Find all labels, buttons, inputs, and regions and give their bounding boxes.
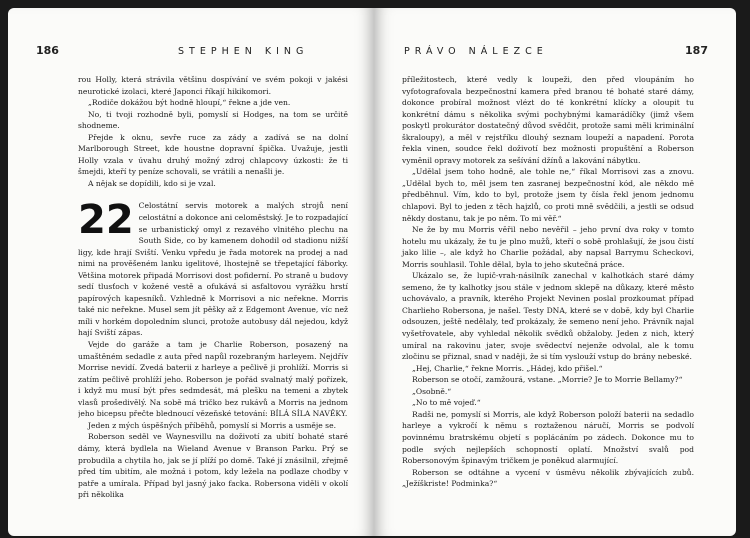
paragraph: No, ti tvoji rozhodně byli, pomyslí si Hodges, na tom se určitě shodneme. — [78, 109, 348, 131]
page-number-left: 186 — [36, 44, 59, 57]
paragraph: Roberson se odtáhne a vycení v úsměvu několik zbývajících zubů. „Ježíškriste! Podminka?“ — [402, 467, 694, 489]
right-page — [374, 8, 736, 536]
running-header-title: PRÁVO NÁLEZCE — [404, 46, 548, 57]
paragraph: „No to mě vojeď.“ — [412, 398, 481, 408]
paragraph: rou Holly, která strávila většinu dospívání ve svém pokoji v jakési neurotické izolaci, které Japonci říkají hikikomori. — [78, 75, 348, 96]
section-gap — [78, 189, 348, 200]
left-page — [8, 8, 374, 536]
chapter-number: 22 — [78, 200, 134, 244]
paragraph: Vejde do garáže a tam je Charlie Roberson, posazený na umaštěném sedadle z auta před napůl rozebraným harleyem. Nejdřív Morrise nevidí. Zvedá baterii z harleye a pečlivě ji prohlíží. Morris si zatím pečlivě prohlíží jeho. Roberson je pořád svalnatý malý pořízek, i když mu musí být přes sedmdesát, má plešku na temeni a zbytek vlasů prošedivělý. Na sobě má tričko bez rukávů a Morris na jednom jeho bicepsu přečte blednoucí vězeňské tetování: BÍLÁ SÍLA NAVĚKY. — [78, 340, 348, 419]
paragraph: „Hej, Charlie,“ řekne Morris. „Hádej, kdo přišel.“ — [412, 363, 603, 373]
paragraph: Roberson seděl ve Waynesvillu na doživotí za ubití bohaté staré dámy, která bydlela na Wieland Avenue v Branson Parku. Prý se probudila a chytila ho, jak se jí plíží po domě. Také jí znásilnil, zřejmě před tím ubitím, ale možná i potom, kdy ležela na podlaze chodby v patře a umírala. Případ byl jasný jako facka. Robersona viděli v okolí při několika — [78, 432, 348, 500]
paragraph: Radši ne, pomyslí si Morris, ale když Roberson položí baterii na sedadlo harleye a vykročí k němu s roztaženou náručí, Morris se podvolí povinnému bratrskému objetí s poplácáním po zádech. Dokonce mu to podle svých nejlepších schopností oplatí. Množství svalů pod Robersonovým špinavým tričkem je poněkud alarmující. — [402, 409, 694, 466]
right-page-text — [402, 74, 694, 490]
paragraph: „Rodiče dokážou být hodně hloupí,“ řekne a jde ven. — [88, 98, 291, 108]
paragraph: příležitostech, které vedly k loupeži, den před vloupáním ho vyfotografovala bezpečnostní kamera před branou té bohaté staré dámy, dokonce probíral možnost vlézt do té konkrétní klícky a oloupit tu konkrétní dámu s několika svými pochybnými kamarádíčky (jimž všem poskytl prokurátor dostatečný důvod svědčit, protože sami měli kriminální škraloupy), a měl v rejstříku dlouhý seznam loupeží a napadení. Porota řekla vinen, soudce řekl doživotí bez možnosti propuštění a Roberson vyměnil opravy motorek za sešívání džínů a lakování nábytku. — [402, 75, 694, 165]
chapter-section — [78, 200, 348, 500]
paragraph: Jeden z mých úspěšných příběhů, pomyslí si Morris a usměje se. — [88, 420, 336, 430]
paragraph: A nějak se dopídili, kdo si je vzal. — [88, 178, 216, 188]
page-number-right: 187 — [685, 44, 708, 57]
paragraph: Celostátní servis motorek a malých strojů není celostátní a dokonce ani celoměstský. Je to rozpadající se urbanistický omyl z rezavého vlnitého plechu na South Side, co by kamenem dohodil od stadionu nižší ligy, kde hrají Sviští. Venku vpředu je řada motorek na prodej a nad nimi na prověšeném lanku igelitové, lhostejně se třepetající fáborky. Většina motorek připadá Morrisovi dost pofiderní. Po straně u budovy sedí tlusťoch v kožené vestě a ofukává si asfaltovou vyrážku hrstí papírových kapesníků. Vzhledně k Morrisovi a nic neřekne. Morris také nic neřekne. Musel sem jít pěšky až z Edgemont Avenue, víc než míli v horkém dopoledním slunci, protože autobusy dál nejedou, když hají Sviští zápas. — [78, 201, 348, 338]
running-header-author: STEPHEN KING — [178, 46, 309, 57]
paragraph: „Udělal jsem toho hodně, ale tohle ne,“ říkal Morrisovi zas a znovu. „Udělal bych to, měl jsem ten zasranej bezpečnostní kód, ale někdo mě předběhnul. Vím, kdo to byl, protože jsem ty čísla řekl jenom jednomu chlapovi. Byl to jeden z těch hajzlů, co proti mně svědčili, a jestli se odsud někdy dostanu, tak je po něm. To mi věř.“ — [402, 167, 694, 223]
paragraph: Ukázalo se, že lupič-vrah-násilník zanechal v kalhotkách staré dámy semeno, že ty kalhotky jsou stále v jednom sklepě na důkazy, které město uchovávalo, a pravník, kterého Projekt Nevinen poslal prozkoumat případ Charlieho Robersona, je našel. Testy DNA, které se v době, kdy byl Charlie odsouzen, ještě nedělaly, teď prokázaly, že semeno není jeho. Právník najal vyšetřovatele, aby vyhledal několik svědků obžaloby. Jeden z nich, který umíral na rakovinu jater, svoje svědectví nejenže odvolal, ale k tomu zločinu se přiznal, snad v naději, že si tím vyslouží vstup do brány nebeské. — [402, 271, 694, 362]
paragraph: Přejde k oknu, sevře ruce za zády a zadívá se na dolní Marlborough Street, kde houstne dopravní špička. Uvažuje, jestli Holly vzala v úvahu druhý možný zdroj chlapcovy úzkosti: že ti šmejdi, kteří ty peníze schovali, se vrátili a nenašli je. — [78, 132, 348, 177]
paragraph: Roberson se otočí, zamžourá, vstane. „Morrie? Je to Morrie Bellamy?“ — [412, 375, 683, 385]
paragraph: Ne že by mu Morris věřil nebo nevěřil – jeho první dva roky v tomto hotelu mu ukázaly, že tu je plno mužů, kteří o sobě prohlašují, že jsou čistí jako lilie –, ale když ho Charlie požádal, aby napsal Barrymu Scheckovi, Morris souhlasil. Tohle dělal, byla to jeho skutečná práce. — [402, 225, 694, 269]
paragraph: „Osobně.“ — [412, 386, 452, 396]
left-page-text — [78, 74, 348, 501]
